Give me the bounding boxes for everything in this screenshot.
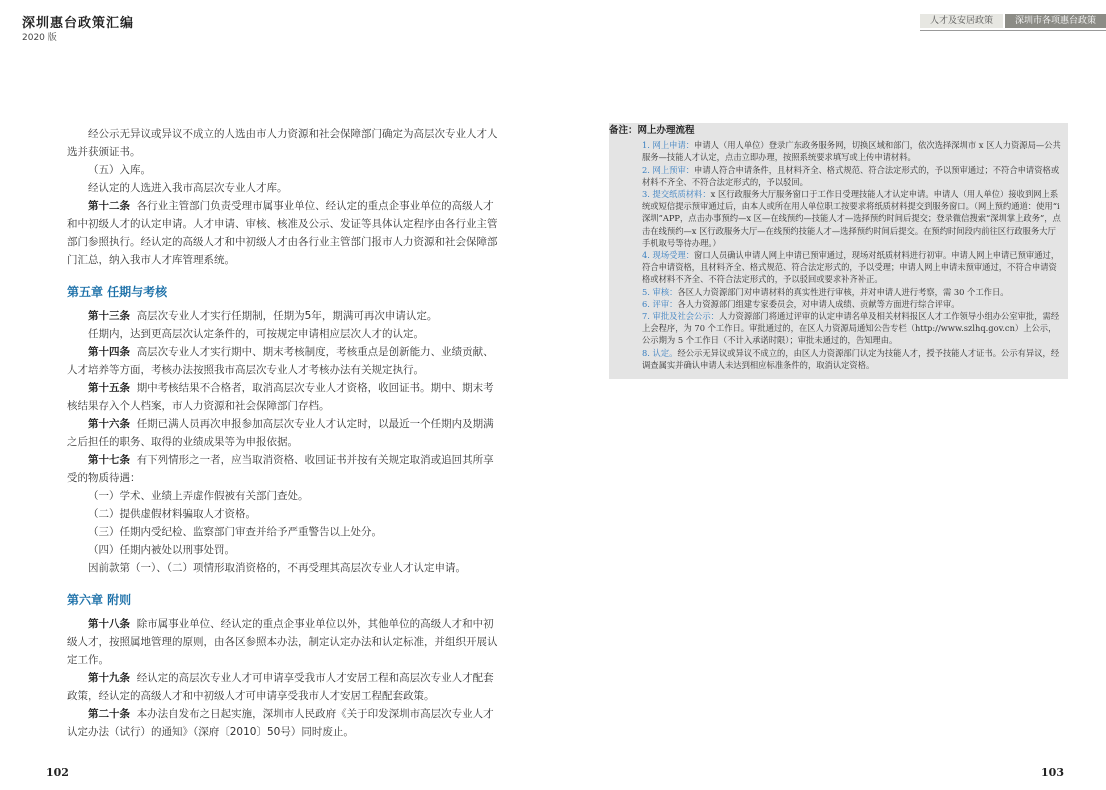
note-item-text: 各区人力资源部门对申请材料的真实性进行审核，并对申请人进行考察，需 30 个工作日。 <box>677 286 1009 297</box>
article-text: 经认定的高层次专业人才可申请享受我市人才安居工程和高层次专业人才配套政策，经认定的高级人才和中初级人才可申请享受我市人才安居工程配套政策。 <box>67 672 494 702</box>
note-item-label: 3. 提交纸质材料： <box>642 189 711 200</box>
tab-category: 人才及安居政策 <box>920 14 1003 28</box>
article-text: 期中考核结果不合格者，取消高层次专业人才资格，收回证书。期中、期末考核结果存入个人档案，市人力资源和社会保障部门存档。 <box>67 382 494 412</box>
note-item-text: 各人力资源部门组建专家委员会，对申请人成绩、贡献等方面进行综合评审。 <box>677 298 960 309</box>
page-number-right: 103 <box>1041 766 1064 779</box>
note-item <box>609 310 1068 347</box>
article-text: 除市属事业单位、经认定的重点企事业单位以外，其他单位的高级人才和中初级人才，按照属地管理的原则，由各区参照本办法，制定认定办法和认定标准，并组织开展认定工作。 <box>67 618 498 666</box>
book-year: 2020 版 <box>22 33 57 43</box>
note-item-text: 申请人（用人单位）登录广东政务服务网，切换区域和部门，依次选择深圳市 x 区人力资源局—公共服务—技能人才认定，点击立即办理，按照系统要求填写或上传申请材料。 <box>642 140 1061 163</box>
article-label: 第十九条 <box>88 672 130 684</box>
article-16 <box>67 415 499 451</box>
note-title: 备注：网上办理流程 <box>609 125 695 136</box>
note-item-label: 2. 网上预审： <box>642 164 695 175</box>
book-title: 深圳惠台政策汇编 <box>22 16 135 31</box>
list-item: （一）学术、业绩上弄虚作假被有关部门查处。 <box>88 490 309 502</box>
article-text: 有下列情形之一者，应当取消资格、收回证书并按有关规定取消或追回其所享受的物质待遇： <box>67 454 494 484</box>
tab-section: 深圳市各项惠台政策 <box>1005 14 1106 28</box>
article-label: 第十七条 <box>88 454 130 466</box>
note-item-label: 7. 审批及社会公示： <box>642 311 719 322</box>
article-13 <box>67 307 499 325</box>
left-page-body <box>67 125 499 741</box>
article-14 <box>67 343 499 379</box>
header-divider <box>920 30 1106 31</box>
article-label: 第二十条 <box>88 708 130 720</box>
article-text: 任期已满人员再次申报参加高层次专业人才认定时，以最近一个任期内及期满之后担任的职务、取得的业绩成果等为申报依据。 <box>67 418 494 448</box>
article-label: 第十五条 <box>88 382 130 394</box>
paragraph: 因前款第（一）、（二）项情形取消资格的，不再受理其高层次专业人才认定申请。 <box>88 562 466 574</box>
note-item <box>609 347 1068 371</box>
note-item-label: 5. 审核： <box>642 286 678 297</box>
note-item-label: 1. 网上申请： <box>642 140 695 151</box>
article-label: 第十三条 <box>88 310 130 322</box>
note-item-text: 经公示无异议或异议不成立的，由区人力资源部门认定为技能人才，授予技能人才证书。公示有异议，经调查属实并确认申请人未达到相应标准条件的，取消认定资格。 <box>642 347 1060 370</box>
note-item-text: 窗口人员确认申请人网上申请已预审通过，现场对纸质材料进行初审。申请人网上申请已预审通过，符合申请资格，且材料齐全、格式规范、符合法定形式的，予以受理；申请人网上申请未预审通过，不符合申请资格或材料不齐全、不符合法定形式的，予以驳回或要求补齐补正。 <box>642 250 1060 285</box>
list-item: （二）提供虚假材料骗取人才资格。 <box>88 508 256 520</box>
article-text: 高层次专业人才实行期中、期末考核制度，考核重点是创新能力、业绩贡献、人才培养等方面，考核办法按照我市高层次专业人才考核办法有关规定执行。 <box>67 346 494 376</box>
note-item <box>609 188 1068 249</box>
note-item-label: 6. 评审： <box>642 298 678 309</box>
article-label: 第十八条 <box>88 618 130 630</box>
article-text: 本办法自发布之日起实施，深圳市人民政府《关于印发深圳市高层次专业人才认定办法（试行）的通知》（深府〔2010〕50号）同时废止。 <box>67 708 494 738</box>
article-17 <box>67 451 499 487</box>
article-label: 第十二条 <box>88 200 130 212</box>
article-12 <box>67 197 499 269</box>
note-item <box>609 249 1068 286</box>
note-item-text: 申请人符合申请条件，且材料齐全、格式规范、符合法定形式的，予以预审通过；不符合申请资格或材料不齐全、不符合法定形式的，予以驳回。 <box>642 164 1060 187</box>
list-item: （三）任期内受纪检、监察部门审查并给予严重警告以上处分。 <box>88 526 382 538</box>
article-15 <box>67 379 499 415</box>
list-item: （四）任期内被处以刑事处罚。 <box>88 544 235 556</box>
note-item-label: 8. 认定。 <box>642 347 678 358</box>
note-item <box>609 139 1068 163</box>
paragraph: （五）入库。 <box>88 164 151 176</box>
article-18 <box>67 615 499 669</box>
note-item <box>609 286 1068 298</box>
online-process-note <box>609 123 1068 379</box>
note-item-text: 人力资源部门将通过评审的认定申请名单及相关材料报区人才工作领导小组办公室审批，需经上会程序，为 70 个工作日。审批通过的，在区人力资源局通知公告专栏（http://www.szlhq.gov.cn）上公示，公示期为 5 个工作日（不计入承诺时限）；审批未通过的，告知理由。 <box>642 311 1060 346</box>
note-item-label: 4. 现场受理： <box>642 250 695 261</box>
paragraph: 任期内，达到更高层次认定条件的，可按规定申请相应层次人才的认定。 <box>88 328 424 340</box>
article-text: 高层次专业人才实行任期制，任期为5年，期满可再次申请认定。 <box>136 310 438 322</box>
note-item-text: x 区行政服务大厅服务窗口于工作日受理技能人才认定申请。申请人（用人单位）接收到网上系统或短信提示预审通过后，由本人或所在用人单位职工按要求将纸质材料提交到服务窗口。（网上预约通道：使用“i 深圳”APP，点击办事预约—x 区—在线预约—技能人才—选择预约时间后提交；登录微信搜索“深圳掌上政务”，点击在线预约—x 区行政服务大厅—在线预约技能人才—选择预约时间后提交。在预约时间段内前往区行政服务大厅手机取号等待办理。） <box>642 189 1061 248</box>
note-item <box>609 298 1068 310</box>
header-tabs <box>920 14 1106 28</box>
article-19 <box>67 669 499 705</box>
chapter-5-heading: 第五章 任期与考核 <box>67 285 168 299</box>
article-20 <box>67 705 499 741</box>
article-label: 第十六条 <box>88 418 130 430</box>
article-label: 第十四条 <box>88 346 130 358</box>
paragraph: 经认定的人选进入我市高层次专业人才库。 <box>88 182 288 194</box>
chapter-6-heading: 第六章 附则 <box>67 593 132 607</box>
paragraph: 经公示无异议或异议不成立的人选由市人力资源和社会保障部门确定为高层次专业人才人选并获颁证书。 <box>67 128 498 158</box>
note-item <box>609 164 1068 188</box>
article-text: 各行业主管部门负责受理市属事业单位、经认定的重点企事业单位的高级人才和中初级人才的认定申请。人才申请、审核、核准及公示、发证等具体认定程序由各行业主管部门参照执行。经认定的高级人才和中初级人才由各行业主管部门报市人力资源和社会保障部门汇总，纳入我市人才库管理系统。 <box>67 200 498 266</box>
page-number-left: 102 <box>46 766 69 779</box>
